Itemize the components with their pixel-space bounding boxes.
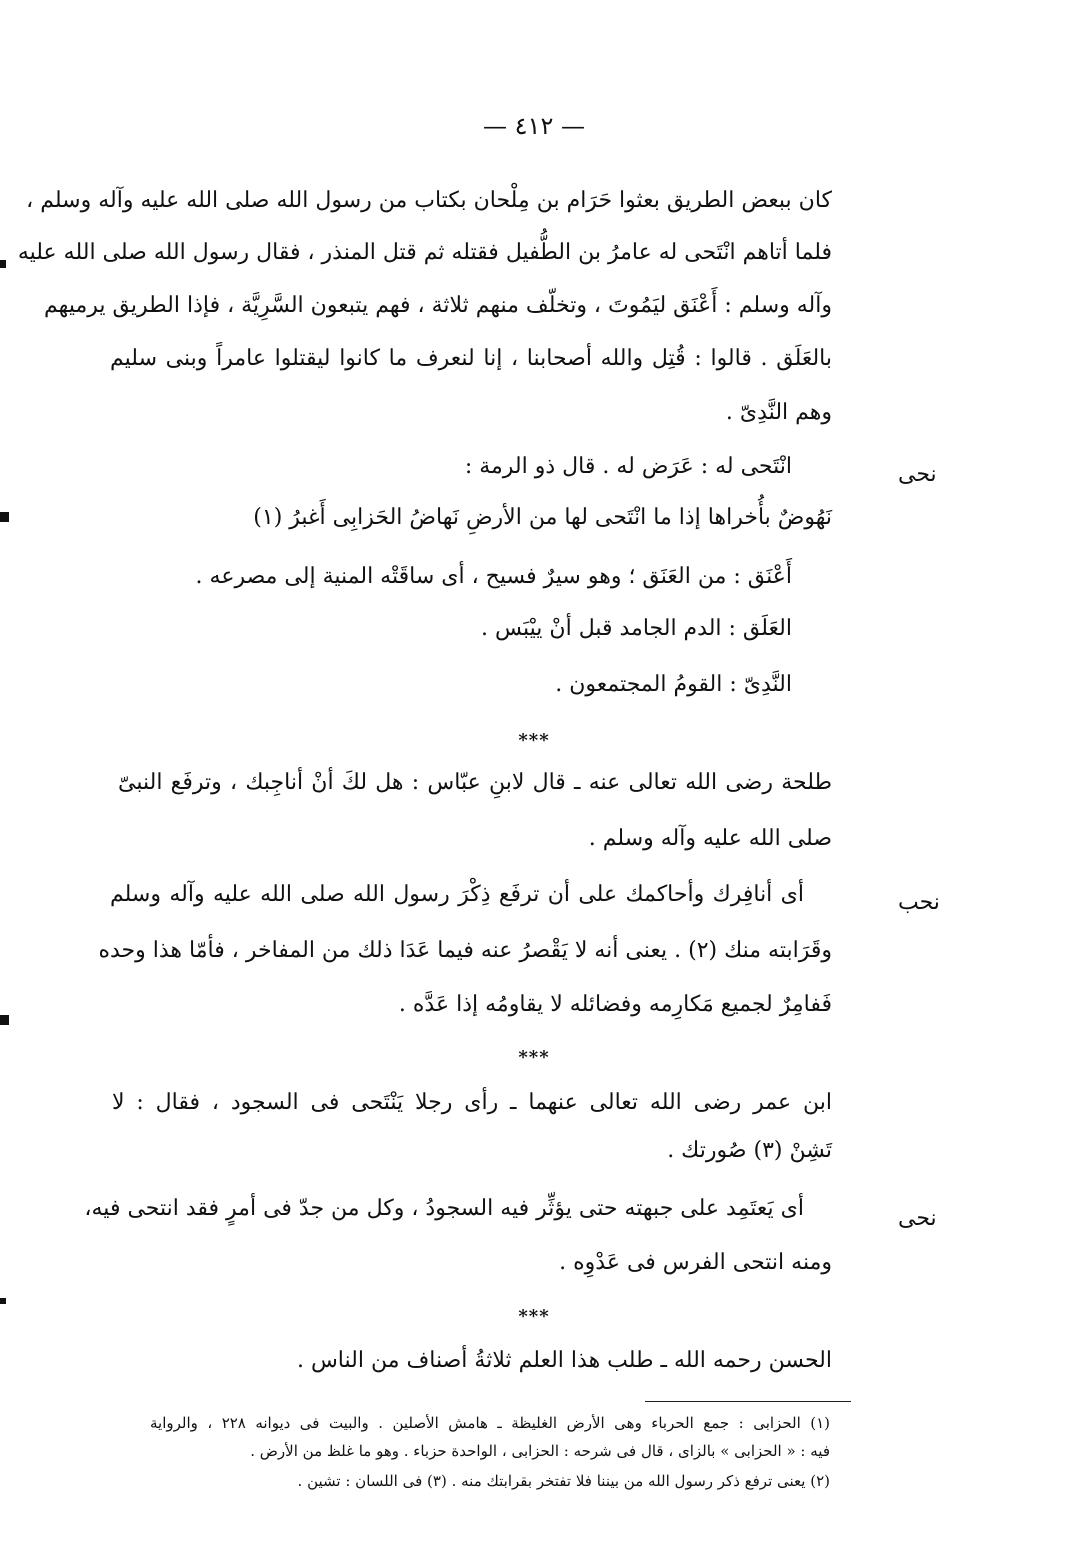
scan-edge-mark xyxy=(0,260,6,268)
footnote-rule xyxy=(645,1401,851,1402)
text-line: الحسن رحمه الله ـ طلب هذا العلم ثلاثةُ أصناف من الناس . xyxy=(296,1348,832,1373)
text-line: فَفامِرٌ لجميع مَكارِمه وفضائله لا يقاومُه إذا عَدَّه . xyxy=(398,992,832,1017)
text-line: وهم النَّدِىّ . xyxy=(725,400,832,425)
gloss-line: أَعْنَق : من العَنَق ؛ وهو سيرٌ فسيح ، أى ساقَتْه المنية إلى مصرعه . xyxy=(195,564,792,589)
text-line: وآله وسلم : أَعْنَق ليَمُوتَ ، وتخلّف منهم ثلاثة ، فهم يتبعون السَّرِيَّة ، فإذا الطريق يرميهم xyxy=(44,293,832,318)
text-line: ابن عمر رضى الله تعالى عنهما ـ رأى رجلا يَنْتَحى فى السجود ، فقال : لا xyxy=(112,1090,832,1115)
text-line: ومنه انتحى الفرس فى عَدْوِه . xyxy=(559,1250,832,1275)
margin-root-word: نحى xyxy=(898,462,937,487)
text-line: طلحة رضى الله تعالى عنه ـ قال لابنِ عبّاس : هل لكَ أنْ أناجِبك ، وترفَع النبىّ xyxy=(118,770,832,795)
gloss-line: النَّدِىّ : القومُ المجتمعون . xyxy=(555,672,792,697)
section-separator: *** xyxy=(518,1306,550,1327)
text-line: صلى الله عليه وآله وسلم . xyxy=(588,826,832,851)
text-line: أى أنافِرك وأحاكمك على أن ترفَع ذِكْرَ رسول الله صلى الله عليه وآله وسلم xyxy=(110,882,804,907)
scan-edge-mark xyxy=(0,512,9,522)
footnote-line: فيه : « الحزابى » بالزاى ، قال فى شرحه : الحزابى ، الواحدة حزباء . وهو ما غلظ من الأرض . xyxy=(250,1442,830,1460)
section-separator: *** xyxy=(518,1047,550,1068)
scan-edge-mark xyxy=(0,1015,9,1025)
section-separator: *** xyxy=(518,730,550,751)
page-number: — ٤١٢ — xyxy=(483,112,585,140)
footnote-line: (١) الحزابى : جمع الحرباء وهى الأرض الغليظة ـ هامش الأصلين . والبيت فى ديوانه ٢٢٨ ، والرواية xyxy=(150,1414,830,1432)
footnote-line: (٢) يعنى ترفع ذكر رسول الله من بيننا فلا تفتخر بقرابتك منه . (٣) فى اللسان : تشين . xyxy=(297,1472,830,1490)
scan-edge-mark xyxy=(0,1298,6,1304)
text-line: وقَرَابته منك (٢) . يعنى أنه لا يَقْصرُ عنه فيما عَدَا ذلك من المفاخر ، فأمّا هذا وحده xyxy=(98,938,832,963)
text-line: كان ببعض الطريق بعثوا حَرَام بن مِلْحان بكتاب من رسول الله صلى الله عليه وآله وسلم ، xyxy=(26,188,832,213)
margin-root-word: نحى xyxy=(898,1206,937,1231)
gloss-line: انْتَحى له : عَرَض له . قال ذو الرمة : xyxy=(464,454,792,479)
poetry-line: نَهُوضٌ بأُخراها إذا ما انْتَحى لها من الأرضِ نَهاضُ الحَزابِى أَغبرُ (١) xyxy=(253,505,832,530)
text-line: أى يَعتَمِد على جبهته حتى يؤثِّر فيه السجودُ ، وكل من جدّ فى أمرٍ فقد انتحى فيه، xyxy=(84,1196,804,1221)
text-line: فلما أتاهم انْتَحى له عامرُ بن الطُّفيل فقتله ثم قتل المنذر ، فقال رسول الله صلى الله عليه xyxy=(17,240,832,265)
text-line: تَشِنْ (٣) صُورتك . xyxy=(667,1138,832,1163)
text-line: بالعَلَق . قالوا : قُتِل والله أصحابنا ، إنا لنعرف ما كانوا ليقتلوا عامراً وبنى سليم xyxy=(110,346,832,371)
gloss-line: العَلَق : الدم الجامد قبل أنْ ييْبَس . xyxy=(481,616,792,641)
margin-root-word: نحب xyxy=(898,890,940,915)
